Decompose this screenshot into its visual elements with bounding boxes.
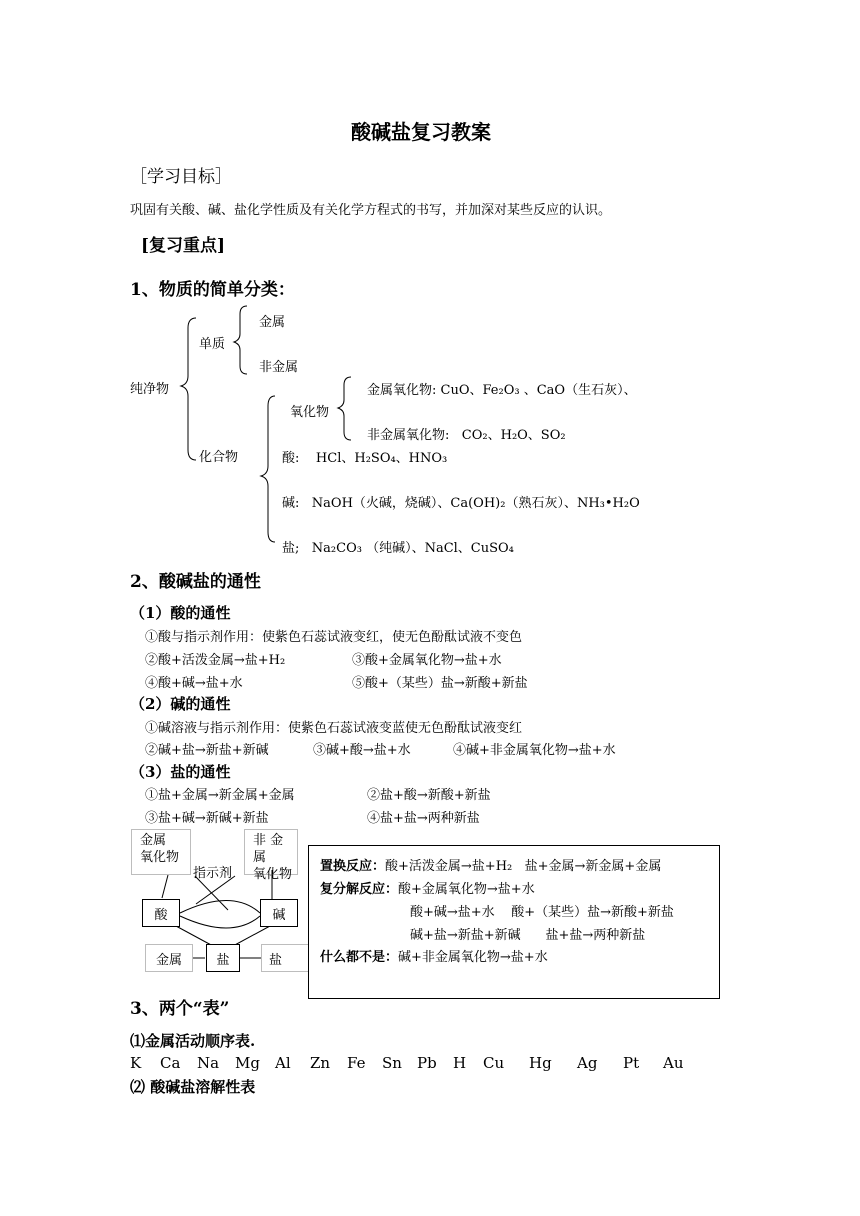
element-k: K: [130, 1054, 142, 1072]
salt-title: （3）盐的通性: [130, 763, 231, 781]
tree-base: 碱: NaOH（火碱，烧碱）、Ca(OH)₂（熟石灰）、NH₃•H₂O: [282, 496, 640, 511]
salt-p2: ②盐+酸→新酸+新盐: [367, 788, 491, 803]
acid-p1: ①酸与指示剂作用：使紫色石蕊试液变红，使无色酚酞试液不变色: [145, 630, 523, 645]
displacement-row: 置换反应：酸+活泼金属→盐+H₂ 盐+金属→新金属+金属: [320, 859, 662, 874]
element-pb: Pb: [417, 1054, 437, 1072]
page-title: 酸碱盐复习教案: [351, 120, 491, 144]
base-title: （2）碱的通性: [130, 695, 231, 713]
element-h: H: [453, 1054, 467, 1072]
acid-p5: ⑤酸+（某些）盐→新酸+新盐: [352, 676, 528, 691]
salt-p1: ①盐+金属→新金属+金属: [145, 788, 295, 803]
tree-root: 纯净物: [130, 382, 170, 397]
acid-p4: ④酸+碱→盐+水: [145, 676, 243, 691]
tree-metal-oxide: 金属氧化物: CuO、Fe₂O₃ 、CaO（生石灰）、: [367, 383, 637, 398]
base-box: 碱: [260, 899, 298, 927]
salt-box-center: 盐: [206, 944, 240, 972]
indicator-label: 指示剂: [193, 866, 233, 881]
base-p1: ①碱溶液与指示剂作用：使紫色石蕊试液变蓝使无色酚酞试液变红: [145, 721, 523, 736]
double-row-3: 碱+盐→新盐+新碱 盐+盐→两种新盐: [410, 928, 646, 943]
tree-elemental: 单质: [199, 337, 226, 352]
element-ag: Ag: [577, 1054, 598, 1072]
salt-p3: ③盐+碱→新碱+新盐: [145, 811, 269, 826]
base-p2: ②碱+盐→新盐+新碱: [145, 743, 269, 758]
activity-series: [130, 1054, 690, 1074]
section-2-heading: 2、酸碱盐的通性: [130, 572, 261, 592]
tree-nonmetal-oxide: 非金属氧化物: CO₂、H₂O、SO₂: [367, 428, 566, 443]
salt-box-right: 盐: [261, 944, 309, 972]
salt-p4: ④盐+盐→两种新盐: [367, 811, 480, 826]
nonmetal-oxide-box: 非 金 属 氧化物: [244, 829, 298, 875]
element-fe: Fe: [347, 1054, 366, 1072]
element-cu: Cu: [483, 1054, 505, 1072]
element-hg: Hg: [529, 1054, 552, 1072]
acid-p3: ③酸+金属氧化物→盐+水: [352, 653, 502, 668]
tree-metal: 金属: [259, 315, 286, 330]
section-goal-heading: ［学习目标］: [130, 167, 232, 187]
base-p4: ④碱+非金属氧化物→盐+水: [453, 743, 616, 758]
acid-title: （1）酸的通性: [130, 604, 231, 622]
section-key-heading: [复习重点]: [141, 236, 226, 256]
acid-p2: ②酸+活泼金属→盐+H₂: [145, 653, 286, 668]
tree-nonmetal: 非金属: [259, 360, 299, 375]
element-sn: Sn: [382, 1054, 402, 1072]
goal-text: 巩固有关酸、碱、盐化学性质及有关化学方程式的书写，并加深对某些反应的认识。: [130, 203, 612, 218]
section-1-heading: 1、物质的简单分类：: [130, 280, 295, 300]
section-3-heading: 3、两个“表”: [130, 999, 230, 1019]
table-2-title: ⑵ 酸碱盐溶解性表: [130, 1078, 256, 1096]
none-row: 什么都不是：碱+非金属氧化物→盐+水: [320, 950, 548, 965]
element-ca: Ca: [160, 1054, 181, 1072]
element-zn: Zn: [310, 1054, 331, 1072]
element-pt: Pt: [623, 1054, 640, 1072]
tree-compound: 化合物: [199, 450, 239, 465]
element-al: Al: [275, 1054, 291, 1072]
double-row-1: 复分解反应：酸+金属氧化物→盐+水: [320, 882, 535, 897]
element-au: Au: [663, 1054, 684, 1072]
double-row-2: 酸+碱→盐+水 酸+（某些）盐→新酸+新盐: [410, 905, 674, 920]
tree-acid: 酸: HCl、H₂SO₄、HNO₃: [282, 451, 448, 466]
metal-box: 金属: [145, 944, 193, 972]
acid-box: 酸: [142, 899, 180, 927]
element-na: Na: [197, 1054, 220, 1072]
tree-salt: 盐; Na₂CO₃ （纯碱）、NaCl、CuSO₄: [282, 541, 514, 556]
table-1-title: ⑴金属活动顺序表.: [130, 1032, 256, 1050]
metal-oxide-box: 金属 氧化物: [131, 829, 191, 875]
base-p3: ③碱+酸→盐+水: [313, 743, 411, 758]
element-mg: Mg: [235, 1054, 260, 1072]
tree-oxide: 氧化物: [290, 405, 330, 420]
